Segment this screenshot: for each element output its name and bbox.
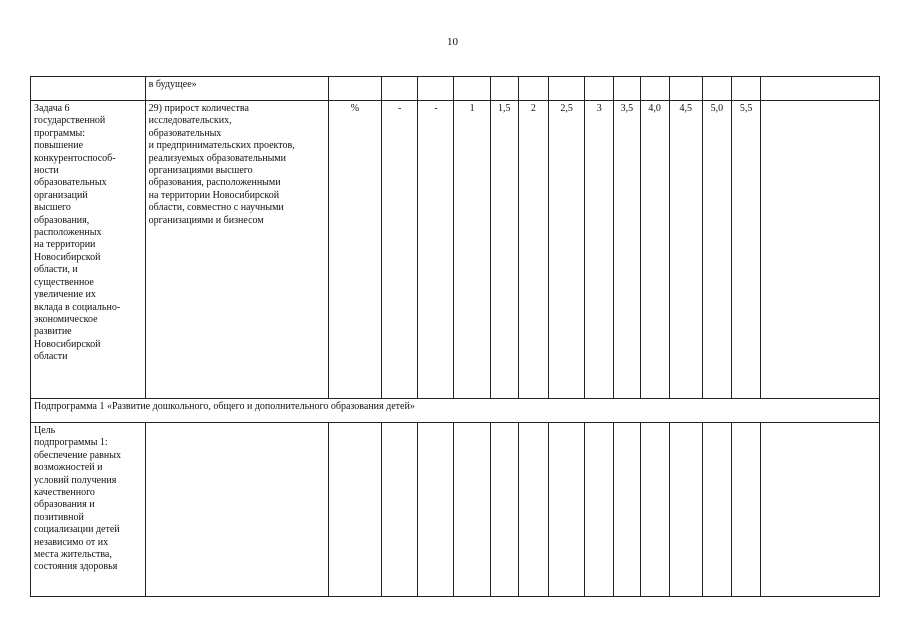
value-cell [761,77,880,101]
section-title: Подпрограмма 1 «Развитие дошкольного, общего и дополнительного образования детей» [31,399,880,423]
indicators-table [30,76,880,597]
value-cell [454,77,490,101]
page-number: 10 [447,36,458,48]
value-cell [732,77,761,101]
value-cell: 4,0 [640,101,669,399]
value-cell: 1 [454,101,490,399]
table-row [31,77,880,101]
value-cell [328,423,381,597]
table-row [31,101,880,399]
value-cell [702,423,731,597]
value-cell [418,423,454,597]
value-cell [549,423,585,597]
section-row [31,399,880,423]
indicator-cell: в будущее» [145,77,328,101]
value-cell: 2,5 [549,101,585,399]
value-cell [614,77,640,101]
value-cell [490,77,518,101]
value-cell: 2 [518,101,548,399]
value-cell [585,77,614,101]
value-cell [640,423,669,597]
value-cell [585,423,614,597]
value-cell: 5,5 [732,101,761,399]
value-cell [382,77,418,101]
task-cell: Задача 6 государственной программы: повышение конкурентоспособ- ности образовательных организаций высшего образования, расположенных на территории Новосибирской области, и существенное увеличение их вклада в социально- экономическое развитие Новосибирской области [31,101,146,399]
value-cell [640,77,669,101]
value-cell [418,77,454,101]
value-cell: 5,0 [702,101,731,399]
value-cell [454,423,490,597]
value-cell: 1,5 [490,101,518,399]
value-cell [732,423,761,597]
value-cell: 3,5 [614,101,640,399]
value-cell [549,77,585,101]
task-cell [31,77,146,101]
value-cell [761,423,880,597]
value-cell [518,77,548,101]
value-cell: 3 [585,101,614,399]
indicator-cell: 29) прирост количества исследовательских, образовательных и предпринимательских проектов, реализуемых образовательными организациями высшего образования, расположенными на территории Новосибирской области, совместно с научными организациями и бизнесом [145,101,328,399]
value-cell [669,77,702,101]
value-cell [669,423,702,597]
task-cell: Цель подпрограммы 1: обеспечение равных возможностей и условий получения качественного образования и позитивной социализации детей независимо от их места жительства, состояния здоровья [31,423,146,597]
indicator-cell [145,423,328,597]
value-cell [328,77,381,101]
value-cell: - [382,101,418,399]
table-row [31,423,880,597]
value-cell [702,77,731,101]
value-cell: % [328,101,381,399]
value-cell [761,101,880,399]
value-cell [382,423,418,597]
value-cell [490,423,518,597]
value-cell: - [418,101,454,399]
value-cell: 4,5 [669,101,702,399]
value-cell [614,423,640,597]
value-cell [518,423,548,597]
